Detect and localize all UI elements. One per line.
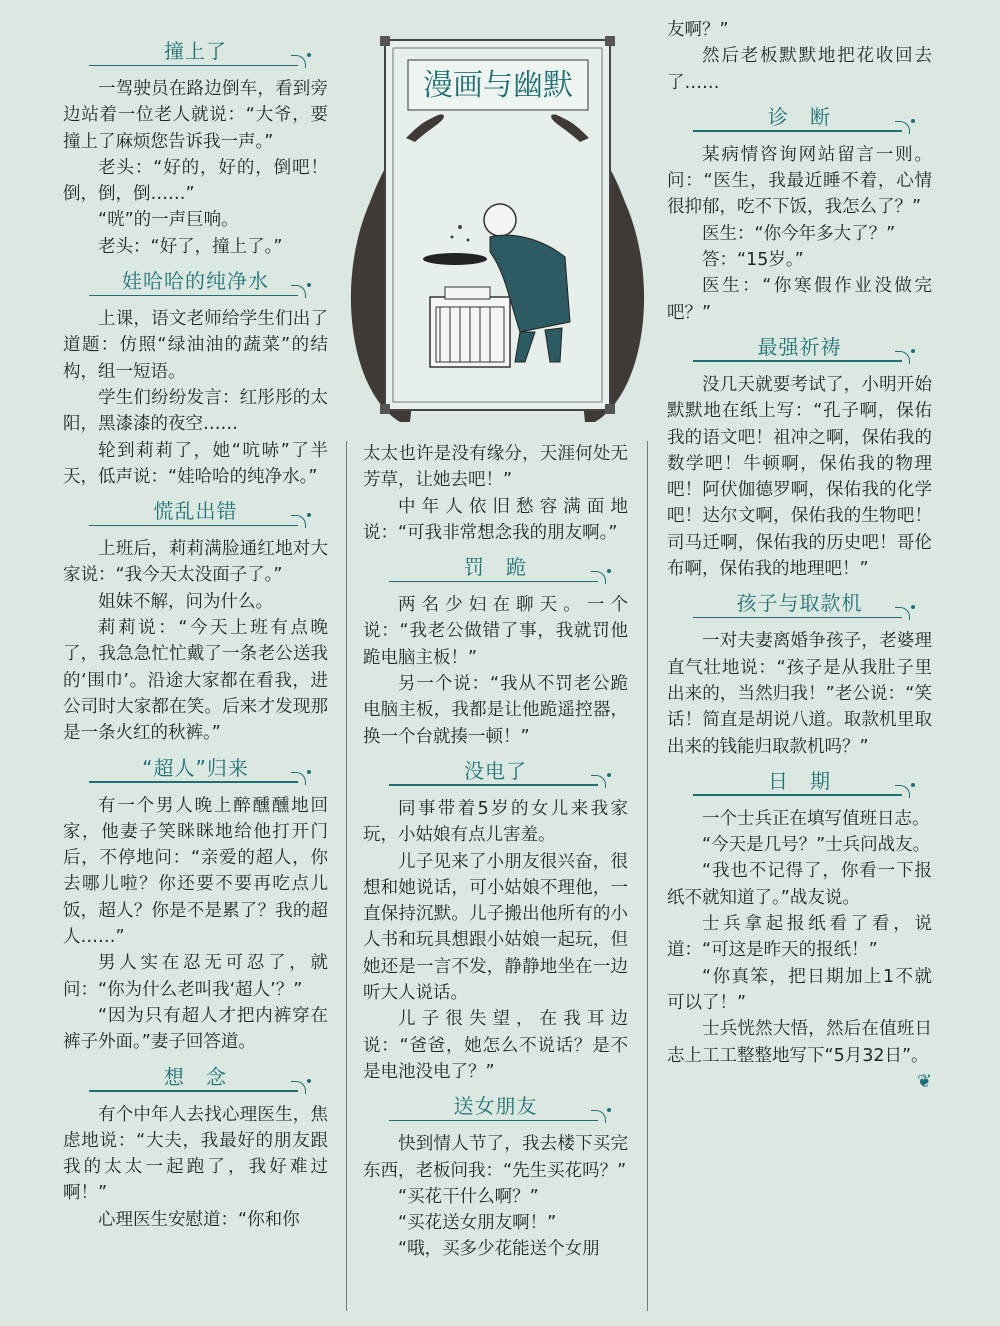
section-title: 罚 跪 bbox=[464, 555, 527, 580]
heading-curl bbox=[291, 55, 306, 68]
section-title: 娃哈哈的纯净水 bbox=[122, 269, 269, 294]
heading-dot bbox=[607, 569, 611, 573]
heading-dot bbox=[307, 53, 311, 57]
heading-dot bbox=[307, 513, 311, 517]
section-heading bbox=[63, 36, 328, 68]
cartoon-banner bbox=[340, 32, 655, 427]
section-heading bbox=[63, 1062, 328, 1094]
paragraph: 轮到莉莉了，她“吭哧”了半天，低声说：“娃哈哈的纯净水。” bbox=[63, 440, 328, 487]
heading-underline bbox=[89, 295, 298, 297]
paragraph: “因为只有超人才把内裤穿在裤子外面。”妻子回答道。 bbox=[63, 1005, 328, 1053]
paragraph: 一对夫妻离婚争孩子，老婆理直气壮地说：“孩子是从我肚子里出来的，当然归我！”老公说：“笑话！简直是胡说八道。取款机里取出来的钱能归取款机吗？” bbox=[667, 631, 932, 757]
paragraph: 上课，语文老师给学生们出了道题：仿照“绿油油的蔬菜”的结构，组一短语。 bbox=[63, 309, 328, 382]
paragraph: 士兵拿起报纸看了看，说道：“可这是昨天的报纸！” bbox=[667, 914, 932, 961]
paragraph: 中年人依旧愁容满面地说：“可我非常想念我的朋友啊。” bbox=[363, 496, 628, 543]
section-heading bbox=[363, 1091, 628, 1123]
paragraph: 心理医生安慰道：“你和你 bbox=[98, 1209, 300, 1230]
heading-underline bbox=[89, 525, 298, 527]
paragraph: 一驾驶员在路边倒车，看到旁边站着一位老人就说：“大爷，要撞上了麻烦您告诉我一声。” bbox=[63, 79, 328, 152]
fleuron-icon: ❦ bbox=[916, 1070, 932, 1092]
paragraph: 某病情咨询网站留言一则。问：“医生，我最近睡不着，心情很抑郁，吃不下饭，我怎么了？” bbox=[667, 144, 932, 218]
heading-curl bbox=[291, 285, 306, 298]
paragraph: 士兵恍然大悟，然后在值班日志上工工整整地写下“5月32日”。 ❦ bbox=[667, 1016, 932, 1069]
heading-curl bbox=[591, 1110, 606, 1123]
paragraph: 莉莉说：“今天上班有点晚了，我急急忙忙戴了一条老公送我的‘围巾’。沿途大家都在看我，进公司时大家都在笑。后来才发现那是一条火红的秋裤。” bbox=[63, 618, 328, 744]
section-title: 日 期 bbox=[768, 768, 831, 793]
heading-curl bbox=[291, 1081, 306, 1094]
section-title: 没电了 bbox=[464, 758, 527, 783]
paragraph: 有个中年人去找心理医生，焦虑地说：“大夫，我最好的朋友跟我的太太一起跑了，我好难过啊！” bbox=[63, 1104, 328, 1204]
paragraph: 上班后，莉莉满脸通红地对大家说：“我今天太没面子了。” bbox=[63, 539, 328, 586]
section-heading bbox=[363, 756, 628, 788]
heading-underline bbox=[693, 794, 902, 796]
paragraph: 另一个说：“我从不罚老公跪电脑主板，我都是让他跪遥控器，换一个台就揍一顿！” bbox=[363, 674, 628, 747]
heading-underline bbox=[89, 65, 298, 67]
paragraph: “买花送女朋友啊！” bbox=[398, 1213, 557, 1234]
section-heading bbox=[63, 496, 328, 528]
column-3 bbox=[667, 17, 932, 1095]
col3-lead: 友啊？” bbox=[667, 20, 729, 40]
paragraph: 男人实在忍无可忍了，就问：“你为什么老叫我‘超人’？” bbox=[63, 953, 328, 1000]
heading-curl bbox=[291, 515, 306, 528]
paragraph: 答：“15岁。” bbox=[702, 250, 804, 271]
section-heading bbox=[667, 102, 932, 134]
heading-curl bbox=[291, 772, 306, 785]
heading-underline bbox=[693, 360, 902, 362]
section-heading bbox=[363, 552, 628, 584]
column-divider-left bbox=[346, 441, 347, 1311]
paragraph: 医生：“你寒假作业没做完吧？” bbox=[667, 276, 932, 323]
paragraph: “哦，买多少花能送个女朋 bbox=[398, 1239, 600, 1260]
heading-dot bbox=[307, 1079, 311, 1083]
section-heading bbox=[667, 588, 932, 620]
section-heading bbox=[63, 753, 328, 785]
heading-underline bbox=[389, 1120, 598, 1122]
heading-dot bbox=[911, 783, 915, 787]
heading-underline bbox=[89, 1090, 298, 1092]
paragraph: 老头：“好的，好的，倒吧！倒，倒，倒……” bbox=[63, 157, 328, 205]
paragraph: 快到情人节了，我去楼下买完东西，老板问我：“先生买花吗？” bbox=[363, 1134, 628, 1181]
section-title: 慌乱出错 bbox=[153, 499, 238, 524]
paragraph: 同事带着5岁的女儿来我家玩，小姑娘有点儿害羞。 bbox=[363, 798, 628, 846]
heading-dot bbox=[911, 349, 915, 353]
section-heading bbox=[667, 332, 932, 364]
heading-dot bbox=[307, 283, 311, 287]
paragraph: 没几天就要考试了，小明开始默默地在纸上写：“孔子啊，保佑我的语文吧！祖冲之啊，保佑我的数学吧！牛顿啊，保佑我的物理吧！阿伏伽德罗啊，保佑我的化学吧！达尔文啊，保佑我的生物吧！司马迁啊，保佑我的历史吧！哥伦布啊，保佑我的地理吧！” bbox=[667, 374, 932, 580]
section-title: 想 念 bbox=[164, 1064, 227, 1089]
heading-curl bbox=[895, 121, 910, 134]
paragraph: 儿子见来了小朋友很兴奋，很想和她说话，可小姑娘不理他，一直保持沉默。儿子搬出他所有的小人书和玩具想跟小姑娘一起玩，但她还是一言不发，静静地坐在一边听大人说话。 bbox=[363, 851, 628, 1004]
column-2 bbox=[363, 441, 628, 1263]
col2-lead: 太太也许是没有缘分，天涯何处无芳草，让她去吧！” bbox=[363, 444, 628, 491]
heading-dot bbox=[911, 605, 915, 609]
section-heading bbox=[667, 766, 932, 798]
paragraph: 有一个男人晚上醉醺醺地回家，他妻子笑眯眯地给他打开门后，不停地问：“亲爱的超人，你去哪儿啦？你还要不要再吃点儿饭，超人？你是不是累了？我的超人……” bbox=[63, 795, 328, 948]
paragraph: 儿子很失望，在我耳边说：“爸爸，她怎么不说话？是不是电池没电了？” bbox=[363, 1009, 628, 1082]
paragraph: “买花干什么啊？” bbox=[398, 1186, 539, 1207]
heading-dot bbox=[911, 119, 915, 123]
section-heading bbox=[63, 266, 328, 298]
section-title: 诊 断 bbox=[768, 104, 831, 129]
heading-dot bbox=[607, 1108, 611, 1112]
heading-dot bbox=[607, 773, 611, 777]
paragraph: 然后老板默默地把花收回去了…… bbox=[667, 46, 932, 93]
heading-underline bbox=[389, 784, 598, 786]
paragraph: 一个士兵正在填写值班日志。 bbox=[702, 808, 930, 829]
section-title: 最强祈祷 bbox=[757, 334, 842, 359]
paragraph: “咣”的一声巨响。 bbox=[98, 210, 239, 231]
heading-curl bbox=[591, 571, 606, 584]
column-divider-right bbox=[647, 441, 648, 1311]
paragraph: “今天是几号？”士兵问战友。 bbox=[702, 835, 931, 856]
section-title: “超人”归来 bbox=[142, 755, 249, 780]
paragraph: “你真笨，把日期加上1不就可以了！” bbox=[667, 966, 932, 1013]
paragraph: 老头：“好了，撞上了。” bbox=[98, 236, 283, 257]
heading-curl bbox=[895, 351, 910, 364]
paragraph: 姐妹不解，问为什么。 bbox=[98, 591, 273, 612]
banner-title: 漫画与幽默 bbox=[423, 68, 573, 103]
heading-dot bbox=[307, 770, 311, 774]
section-title: 撞上了 bbox=[164, 39, 227, 63]
section-title: 送女朋友 bbox=[453, 1094, 538, 1119]
column-1 bbox=[63, 30, 328, 1233]
paragraph: 医生：“你今年多大了？” bbox=[702, 223, 896, 244]
heading-curl bbox=[895, 785, 910, 798]
heading-curl bbox=[591, 775, 606, 788]
heading-underline bbox=[89, 781, 298, 783]
heading-underline bbox=[693, 130, 902, 132]
paragraph: 两名少妇在聊天。一个说：“我老公做错了事，我就罚他跪电脑主板！” bbox=[363, 595, 628, 668]
heading-underline bbox=[693, 617, 902, 619]
heading-underline bbox=[389, 581, 598, 583]
paragraph: 学生们纷纷发言：红彤彤的太阳，黑漆漆的夜空…… bbox=[63, 387, 328, 435]
section-title: 孩子与取款机 bbox=[736, 591, 863, 616]
cartoon-illustration bbox=[340, 32, 655, 427]
heading-curl bbox=[895, 607, 910, 620]
paragraph: “我也不记得了，你看一下报纸不就知道了。”战友说。 bbox=[667, 861, 932, 908]
